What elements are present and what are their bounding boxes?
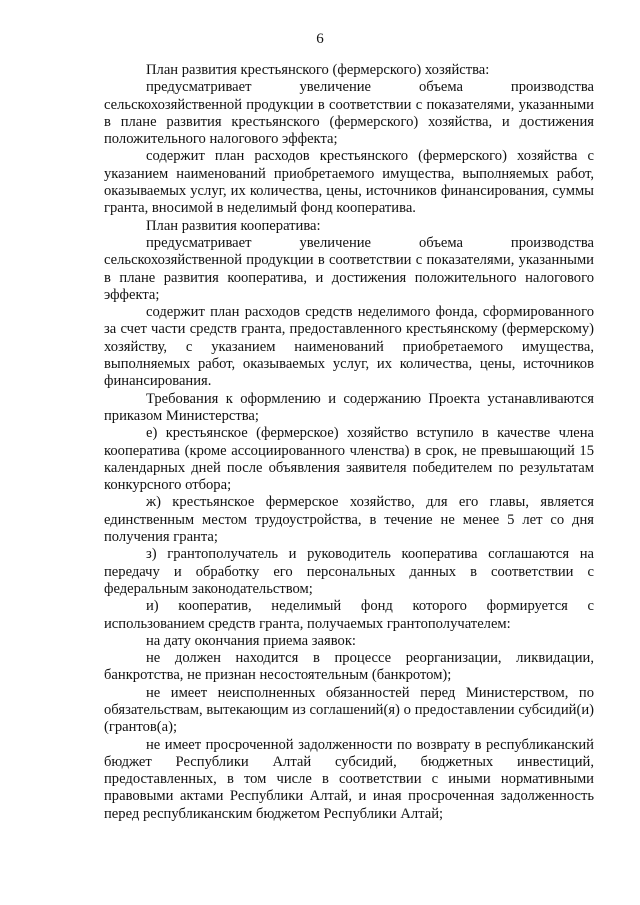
paragraph-farm-plan-heading: План развития крестьянского (фермерского) хозяйства: xyxy=(146,62,490,78)
paragraph-item-z: з) грантополучатель и руководитель кооператива соглашаются на передачу и обработку его персональных данных в соответствии с федеральным законодательством; xyxy=(104,546,594,597)
paragraph-no-overdue-debt: не имеет просроченной задолженности по возврату в республиканский бюджет Республики Алтай субсидий, бюджетных инвестиций, предоставленных, в том числе в соответствии с иными нормативными правовыми актами Республики Алтай, и иная просроченная задолженность перед республиканским бюджетом Республики Алтай; xyxy=(104,736,594,822)
paragraph-no-reorganization: не должен находится в процессе реорганизации, ликвидации, банкротства, не признан несостоятельным (банкротом); xyxy=(104,650,594,684)
paragraph-farm-plan-production: предусматривает увеличение объема производства сельскохозяйственной продукции в соответствии с показателями, указанными в плане развития крестьянского (фермерского) хозяйства, и достижения положительного налогового эффекта; xyxy=(104,79,594,148)
paragraph-item-e: е) крестьянское (фермерское) хозяйство вступило в качестве члена кооператива (кроме ассоциированного членства) в срок, не превышающий 15 календарных дней после объявления заявителя победителем по результатам конкурсного отбора; xyxy=(104,425,594,494)
paragraph-coop-plan-production: предусматривает увеличение объема производства сельскохозяйственной продукции в соответствии с показателями, указанными в плане развития кооператива, и достижения положительного налогового эффекта; xyxy=(104,234,594,303)
paragraph-application-deadline: на дату окончания приема заявок: xyxy=(146,632,356,649)
paragraph-farm-plan-expenses: содержит план расходов крестьянского (фермерского) хозяйства с указанием наименований приобретаемого имущества, выполняемых работ, оказываемых услуг, их количества, цены, источников финансирования, суммы гранта, вносимой в неделимый фонд кооператива. xyxy=(104,148,594,217)
paragraph-coop-plan-heading: План развития кооператива: xyxy=(146,217,321,234)
paragraph-item-i: и) кооператив, неделимый фонд которого формируется с использованием средств гранта, получаемых грантополучателем: xyxy=(104,598,594,632)
document-body xyxy=(104,62,594,823)
paragraph-no-unfulfilled-obligations: не имеет неисполненных обязанностей перед Министерством, по обязательствам, вытекающим из соглашений(я) о предоставлении субсидий(и) (грантов(а); xyxy=(104,684,594,736)
paragraph-item-zh: ж) крестьянское фермерское хозяйство, для его главы, является единственным местом трудоустройства, в течение не менее 5 лет со дня получения гранта; xyxy=(104,494,594,546)
paragraph-coop-plan-expenses: содержит план расходов средств неделимого фонда, сформированного за счет части средств гранта, предоставленного крестьянскому (фермерскому) хозяйству, с указанием наименований приобретаемого имущества, выполняемых работ, оказываемых услуг, их количества, цены, источников финансирования. xyxy=(104,304,594,390)
page-number: 6 xyxy=(316,31,324,47)
paragraph-project-requirements: Требования к оформлению и содержанию Проекта устанавливаются приказом Министерства; xyxy=(104,390,594,424)
